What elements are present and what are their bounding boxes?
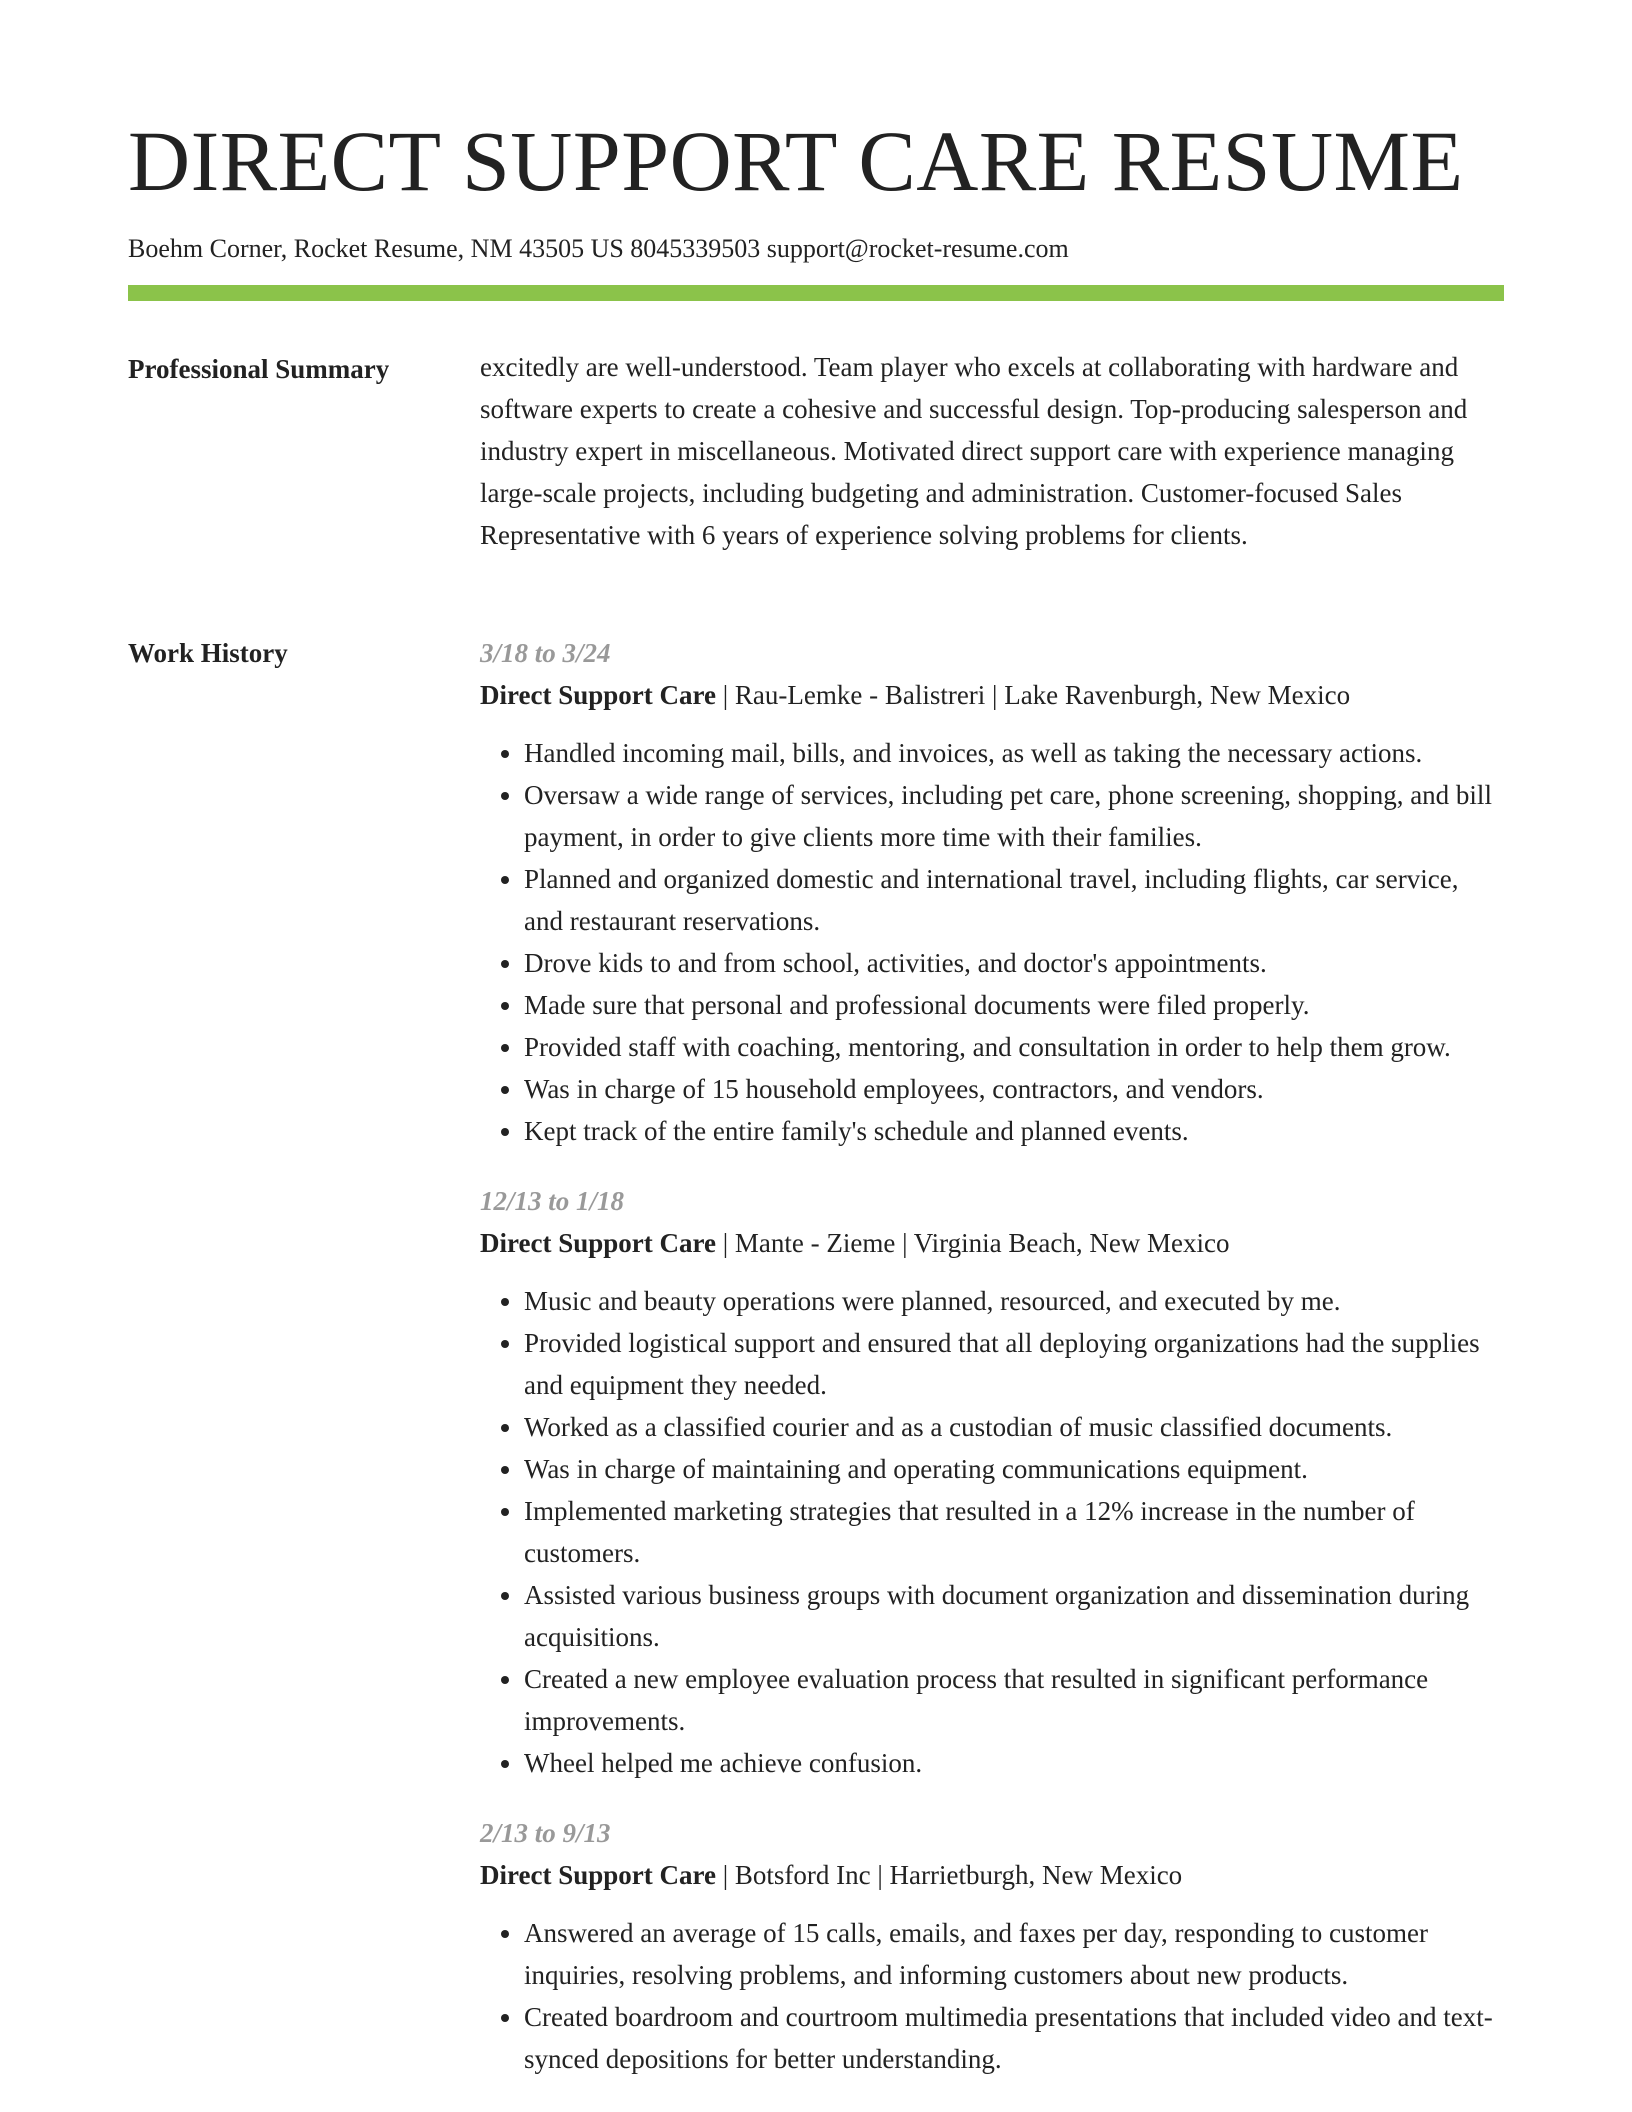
job-details: | Mante - Zieme | Virginia Beach, New Mexico <box>715 1228 1230 1258</box>
job-bullet: • Assisted various business groups with document organization and dissemination during acquisitions. <box>524 1574 1504 1658</box>
job-bullet: • Was in charge of 15 household employees, contractors, and vendors. <box>524 1068 1504 1110</box>
summary-heading: Professional Summary <box>128 354 390 384</box>
work-history-section <box>480 632 1504 2108</box>
job-details: | Rau-Lemke - Balistreri | Lake Ravenburgh, New Mexico <box>715 680 1351 710</box>
job-bullet: • Music and beauty operations were planned, resourced, and executed by me. <box>524 1280 1504 1322</box>
job-bullet: • Was in charge of maintaining and operating communications equipment. <box>524 1448 1504 1490</box>
job-bullet-list <box>480 1280 1504 1784</box>
job-headline <box>480 1854 1504 1896</box>
job-bullet: • Provided staff with coaching, mentoring, and consultation in order to help them grow. <box>524 1026 1504 1068</box>
job-bullet-list <box>480 732 1504 1152</box>
job-bullet-list <box>480 1912 1504 2080</box>
job-headline <box>480 1222 1504 1264</box>
job-dates: 12/13 to 1/18 <box>480 1186 625 1216</box>
job-bullet: • Worked as a classified courier and as a custodian of music classified documents. <box>524 1406 1504 1448</box>
job-entry <box>480 1180 1504 1784</box>
summary-text: excitedly are well-understood. Team player who excels at collaborating with hardware and software experts to create a cohesive and successful design. Top-producing salesperson and industry expert in miscellaneous. Motivated direct support care with experience managing large-scale projects, including budgeting and administration. Customer-focused Sales Representative with 6 years of experience solving problems for clients. <box>480 352 1468 550</box>
job-entry <box>480 632 1504 1152</box>
job-bullet: • Oversaw a wide range of services, including pet care, phone screening, shopping, and bill payment, in order to give clients more time with their families. <box>524 774 1504 858</box>
job-bullet: • Drove kids to and from school, activities, and doctor's appointments. <box>524 942 1504 984</box>
job-entry <box>480 1812 1504 2080</box>
summary-section <box>480 346 1504 556</box>
contact-info: Boehm Corner, Rocket Resume, NM 43505 US 8045339503 support@rocket-resume.com <box>128 234 1069 263</box>
job-bullet: • Implemented marketing strategies that resulted in a 12% increase in the number of customers. <box>524 1490 1504 1574</box>
job-bullet: • Planned and organized domestic and international travel, including flights, car service, and restaurant reservations. <box>524 858 1504 942</box>
job-headline <box>480 674 1504 716</box>
job-bullet: • Created a new employee evaluation process that resulted in significant performance improvements. <box>524 1658 1504 1742</box>
job-title: Direct Support Care <box>480 680 716 710</box>
work-history-heading: Work History <box>128 638 288 668</box>
job-title: Direct Support Care <box>480 1228 716 1258</box>
job-bullet: • Kept track of the entire family's schedule and planned events. <box>524 1110 1504 1152</box>
job-dates: 2/13 to 9/13 <box>480 1818 611 1848</box>
job-bullet: • Created boardroom and courtroom multimedia presentations that included video and text-synced depositions for better understanding. <box>524 1996 1504 2080</box>
page-title: DIRECT SUPPORT CARE RESUME <box>128 113 1464 209</box>
job-bullet: • Answered an average of 15 calls, emails, and faxes per day, responding to customer inquiries, resolving problems, and informing customers about new products. <box>524 1912 1504 1996</box>
job-bullet: • Handled incoming mail, bills, and invoices, as well as taking the necessary actions. <box>524 732 1504 774</box>
header-divider <box>128 285 1504 301</box>
job-bullet: • Wheel helped me achieve confusion. <box>524 1742 1504 1784</box>
job-bullet: • Made sure that personal and professional documents were filed properly. <box>524 984 1504 1026</box>
job-dates: 3/18 to 3/24 <box>480 638 611 668</box>
job-details: | Botsford Inc | Harrietburgh, New Mexico <box>715 1860 1183 1890</box>
job-bullet: • Provided logistical support and ensured that all deploying organizations had the supplies and equipment they needed. <box>524 1322 1504 1406</box>
job-title: Direct Support Care <box>480 1860 716 1890</box>
